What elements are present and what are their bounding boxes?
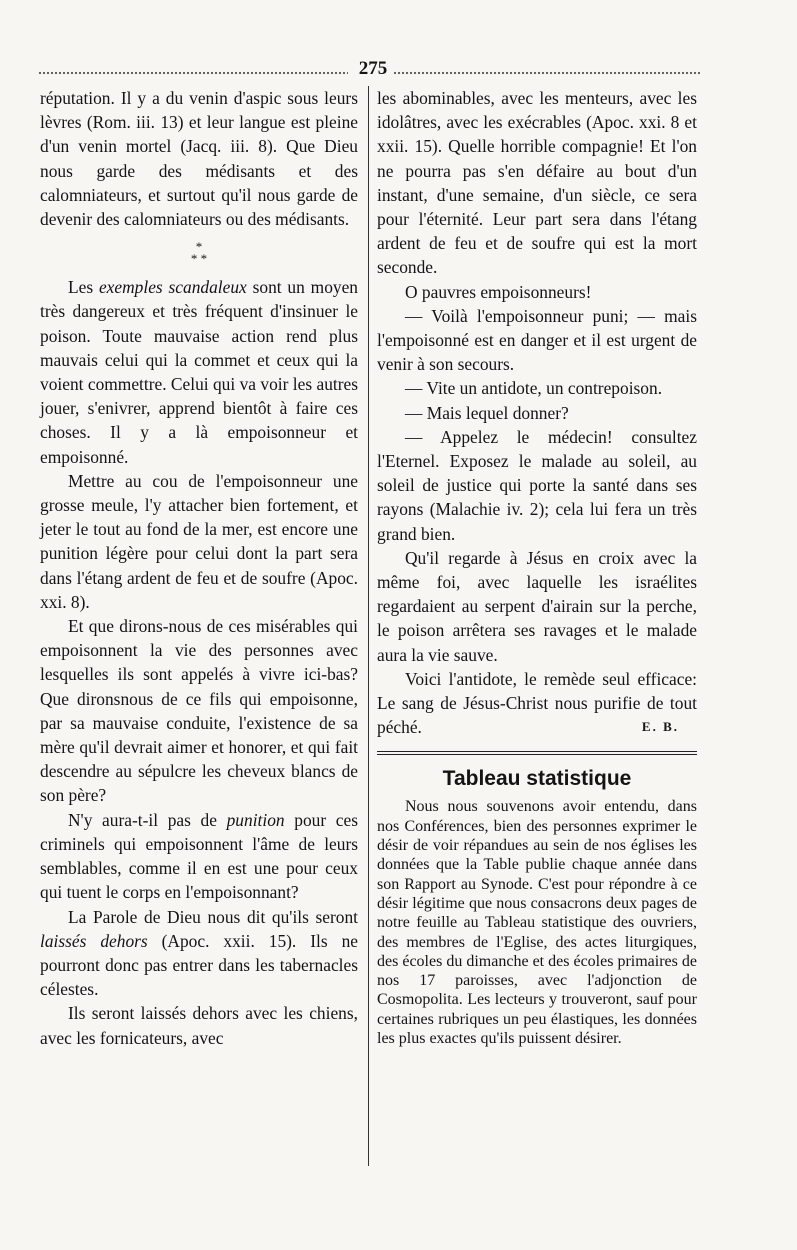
section-separator-asterism: * * * (190, 239, 208, 267)
paragraph: — Voilà l'empoisonneur puni; — mais l'empoisonné est en danger et il est urgent de venir à son secours. (377, 305, 697, 375)
author-signature: E. B. (641, 719, 679, 735)
paragraph: les abominables, avec les menteurs, avec les idolâtres, avec les exécrables (Apoc. xxi. 8 et xxii. 15). Quelle horrible compagnie! Et l'on ne pourra pas s'en défaire au bout d'un instant, d'une semaine, d'un siècle, ce sera pour l'éternité. Leur part sera dans l'étang ardent de feu et de soufre qui est la mort seconde. (377, 88, 697, 278)
emphasis: exemples scandaleux (98, 277, 247, 298)
column-divider (368, 86, 369, 1166)
paragraph: O pauvres empoisonneurs! (405, 281, 592, 302)
paragraph: Mettre au cou de l'empoisonneur une grosse meule, l'y attacher bien fortement, et jeter le tout au fond de la mer, est encore une punition légère pour celui dont la part sera dans l'étang ardent de feu et de soufre (Apoc. xxi. 8). (40, 470, 358, 612)
paragraph: Nous nous souvenons avoir entendu, dans nos Conférences, bien des personnes exprimer le désir de voir répandues au sein de nos églises les données que la Table publie chaque année dans son Rapport au Synode. C'est pour répondre à ce désir légitime que nous consacrons deux pages de notre feuille au Tableau statistique des ouvriers, des membres de l'Eglise, des actes liturgiques, des écoles du dimanche et des écoles primaires de nos 17 paroisses, avec l'adjonction de Cosmopolita. Les lecteurs y trouveront, sauf pour certaines rubriques un peu élastiques, les données les plus exactes qu'ils puissent désirer. (377, 798, 697, 1048)
page-number: 275 (358, 58, 388, 79)
right-column (377, 86, 697, 1048)
paragraph: Ils seront laissés dehors avec les chiens, avec les fornicateurs, avec (40, 1003, 358, 1048)
paragraph: Voici l'antidote, le remède seul efficace: Le sang de Jésus-Christ nous purifie de tout péché. E. B. (377, 667, 697, 740)
section-title: Tableau statistique (442, 767, 632, 791)
emphasis: laissés dehors (40, 930, 148, 951)
paragraph: réputation. Il y a du venin d'aspic sous leurs lèvres (Rom. iii. 13) et leur langue est pleine d'un venin mortel (Jacq. iii. 8). Que Dieu nous garde des médisants et des calomniateurs, et surtout qu'il nous garde de devenir des calomniateurs ou des médisants. (40, 88, 358, 230)
page-header (38, 58, 700, 82)
emphasis: punition (226, 809, 285, 830)
section-rule (377, 751, 697, 755)
left-column (40, 86, 358, 1050)
paragraph: — Appelez le médecin! consultez l'Eternel. Exposez le malade au soleil, au soleil de justice qui porte la santé dans ses rayons (Malachie iv. 2); cela lui fera un très grand bien. (377, 426, 697, 544)
paragraph: Et que dirons-nous de ces misérables qui empoisonnent la vie des personnes avec lesquelles ils sont appelés à vivre ici-bas? Que dironsnous de ce fils qui empoisonne, par sa mauvaise conduite, l'existence de sa mère qu'il devrait aimer et honorer, et qui fait descendre au sépulcre les cheveux blancs de son père? (40, 616, 358, 806)
header-ornament-right (393, 70, 700, 76)
paragraph: Les exemples scandaleux sont un moyen très dangereux et très fréquent d'insinuer le poison. Toute mauvaise action rend plus mauvais celui qui la commet et ceux qui la voient commettre. Celui qui va voir les autres jouer, s'enivrer, apprend bientôt à faire ces choses. Il y a là empoisonneur et empoisonné. (40, 277, 358, 467)
paragraph: La Parole de Dieu nous dit qu'ils seront laissés dehors (Apoc. xxii. 15). Ils ne pourront donc pas entrer dans les tabernacles célestes. (40, 906, 358, 1000)
paragraph: Qu'il regarde à Jésus en croix avec la même foi, avec laquelle les israélites regardaient au serpent d'airain sur la perche, le poison arrêtera ses ravages et le malade aura la vie sauve. (377, 547, 697, 665)
paragraph: N'y aura-t-il pas de punition pour ces criminels qui empoisonnent l'âme de leurs semblables, comme il en est une pour ceux qui tuent le corps en l'empoisonnant? (40, 809, 358, 903)
paragraph: — Mais lequel donner? (405, 402, 569, 423)
header-ornament-left (38, 70, 348, 76)
paragraph: — Vite un antidote, un contrepoison. (405, 378, 663, 399)
